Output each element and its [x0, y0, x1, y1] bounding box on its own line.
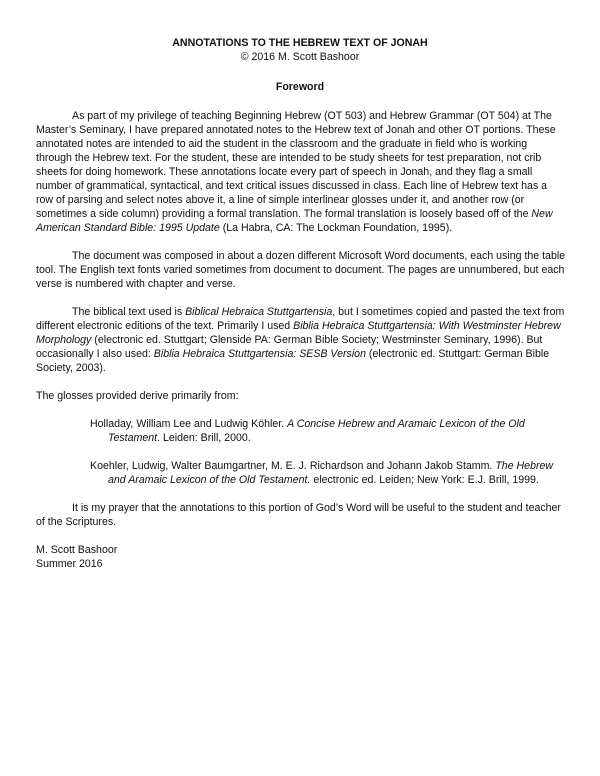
- reference-author: Holladay, William Lee and Ludwig Köhler.: [90, 418, 288, 430]
- paragraph-biblical-text: [36, 305, 566, 375]
- reference-title: The Hebrew and Aramaic Lexicon of the Old Testament.: [108, 460, 554, 486]
- text-segment: (electronic ed. Stuttgart; Glenside PA: German Bible Society; Westminster Seminary, 1996). But occasionally I also used:: [36, 334, 543, 360]
- reference-author: Koehler, Ludwig, Walter Baumgartner, M. E. J. Richardson and Johann Jakob Stamm.: [90, 460, 496, 472]
- bhs-sesb-title: Biblia Hebraica Stuttgartensia: SESB Version: [153, 348, 366, 360]
- text-segment: (electronic ed. Stuttgart: German Bible Society, 2003).: [36, 348, 550, 374]
- reference-publication: . Leiden: Brill, 2000.: [157, 432, 251, 444]
- paragraph-prayer: It is my prayer that the annotations to this portion of God’s Word will be useful to the student and teacher of the Scriptures.: [36, 502, 561, 528]
- paragraph-composition: The document was composed in about a dozen different Microsoft Word documents, each using the table tool. The English text fonts varied sometimes from document to document. The pages are unnumbered, but each verse is numbered with chapter and verse.: [36, 250, 566, 290]
- bhs-title: Biblical Hebraica Stuttgartensia: [185, 306, 333, 318]
- signature-block: [36, 543, 566, 571]
- document-body: [36, 109, 566, 571]
- signature-name: M. Scott Bashoor: [36, 544, 118, 556]
- nasb-publisher: (La Habra, CA: The Lockman Foundation, 1995).: [219, 222, 453, 234]
- text-segment: The biblical text used is: [72, 306, 186, 318]
- nasb-title: New American Standard Bible: 1995 Update: [36, 208, 553, 234]
- paragraph-purpose: [36, 109, 566, 235]
- copyright-line: © 2016 M. Scott Bashoor: [240, 51, 360, 63]
- reference-holladay: [90, 417, 566, 445]
- reference-title: A Concise Hebrew and Aramaic Lexicon of the Old Testament: [108, 418, 525, 444]
- glosses-intro: The glosses provided derive primarily from:: [36, 390, 239, 402]
- signature-date: Summer 2016: [36, 558, 103, 570]
- document-title: ANNOTATIONS TO THE HEBREW TEXT OF JONAH: [172, 37, 428, 49]
- reference-publication: electronic ed. Leiden; New York: E.J. Brill, 1999.: [310, 474, 539, 486]
- reference-koehler: [90, 459, 566, 487]
- text-segment: , but I sometimes copied and pasted the text from different electronic editions of the text. Primarily I used: [36, 306, 565, 332]
- paragraph-purpose-text: As part of my privilege of teaching Beginning Hebrew (OT 503) and Hebrew Grammar (OT 504) at The Master’s Seminary, I have prepared annotated notes to the Hebrew text of Jonah and other OT portions. These annotated notes are intended to aid the student in the classroom and the graduate in field who is working through the Hebrew text. For the student, these are intended to be study sheets for test preparation, not crib sheets for doing homework. These annotations locate every part of speech in Jonah, and they flag a small number of grammatical, syntactical, and text critical issues discussed in class. Each line of Hebrew text has a row of parsing and select notes above it, a line of simple interlinear glosses under it, and another row (or sometimes a side column) providing a formal translation. The formal translation is loosely based off of the: [36, 110, 556, 220]
- section-heading: Foreword: [275, 81, 325, 93]
- bhs-wh-title: Biblia Hebraica Stuttgartensia: With Westminster Hebrew Morphology: [36, 320, 561, 346]
